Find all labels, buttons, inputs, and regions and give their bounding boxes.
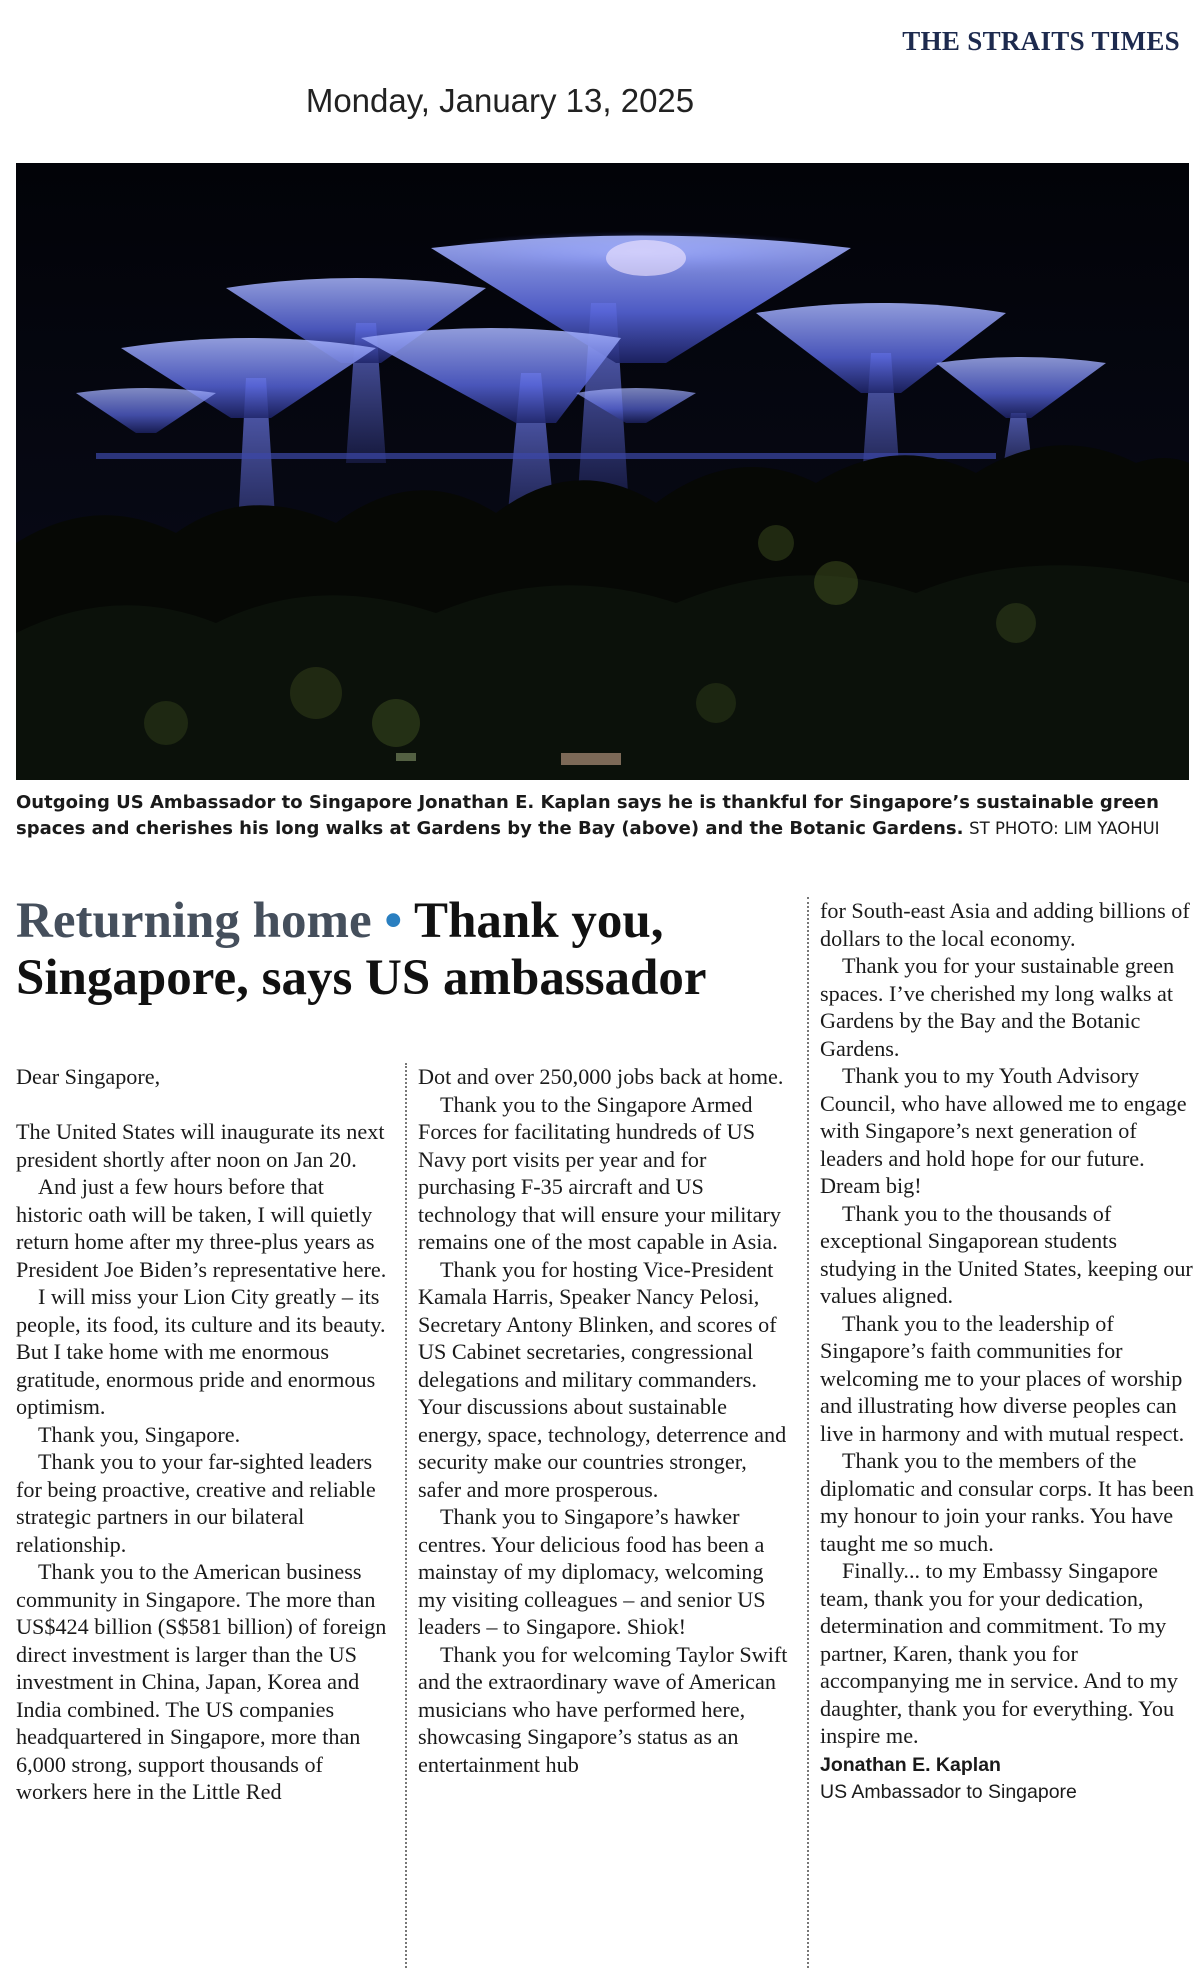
article-column-3 (820, 897, 1198, 1805)
masthead: THE STRAITS TIMES (902, 26, 1180, 56)
column-divider (405, 1063, 407, 1968)
signature-name: Jonathan E. Kaplan (820, 1753, 1001, 1776)
headline-separator: • (384, 893, 403, 949)
article-photo (16, 163, 1189, 780)
paragraph: I will miss your Lion City greatly – its people, its food, its culture and its beauty. But I take home with me enormous gratitude, enormous pride and enormous optimism. (16, 1284, 386, 1419)
signature-title: US Ambassador to Singapore (820, 1780, 1077, 1803)
photo-caption (16, 790, 1196, 841)
caption-text: Outgoing US Ambassador to Singapore Jonathan E. Kaplan says he is thankful for Singapore’s sustainable green spaces and cherishes his long walks at Gardens by the Bay (above) and the Botanic Gardens. (16, 792, 1159, 839)
paragraph: The United States will inaugurate its next president shortly after noon on Jan 20. (16, 1119, 385, 1172)
salutation: Dear Singapore, (16, 1064, 161, 1089)
paragraph: Thank you to the thousands of exceptional Singaporean students studying in the United States, keeping our values aligned. (820, 1200, 1193, 1308)
paragraph: Thank you for hosting Vice-President Kamala Harris, Speaker Nancy Pelosi, Secretary Antony Blinken, and scores of US Cabinet secretaries, congressional delegations and military commanders. Your discussions about sustainable energy, space, technology, deterrence and security make our countries stronger, safer and more prosperous. (418, 1256, 787, 1502)
paragraph: Thank you to my Youth Advisory Council, who have allowed me to engage with Singapore’s next generation of leaders and hold hope for our future. Dream big! (820, 1063, 1187, 1198)
paragraph: Thank you to the American business community in Singapore. The more than US$424 billion (S$581 billion) of foreign direct investment is larger than the US investment in China, Japan, Korea and India combined. The US companies headquartered in Singapore, more than 6,000 strong, support thousands of workers here in the Little Red (16, 1559, 387, 1804)
paragraph: for South-east Asia and adding billions of dollars to the local economy. (820, 898, 1190, 951)
article-column-1 (16, 1063, 392, 1806)
paragraph: And just a few hours before that historic oath will be taken, I will quietly return home after my three-plus years as President Joe Biden’s representative here. (16, 1174, 387, 1282)
paragraph: Dot and over 250,000 jobs back at home. (418, 1064, 784, 1089)
paragraph: Thank you to the leadership of Singapore’s faith communities for welcoming me to your places of worship and illustrating how diverse peoples can live in harmony and with mutual respect. (820, 1310, 1185, 1446)
paragraph: Thank you for welcoming Taylor Swift and the extraordinary wave of American musicians who have performed here, showcasing Singapore’s status as an entertainment hub (418, 1641, 788, 1777)
publication-date: Monday, January 13, 2025 (305, 82, 695, 119)
paragraph: Thank you for your sustainable green spaces. I’ve cherished my long walks at Gardens by the Bay and the Botanic Gardens. (820, 953, 1175, 1061)
headline-kicker: Returning home (16, 893, 372, 949)
paragraph: Thank you to the members of the diplomatic and consular corps. It has been my honour to join your ranks. You have taught me so much. (820, 1448, 1194, 1556)
paragraph: Thank you to your far-sighted leaders for being proactive, creative and reliable strategic partners in our bilateral relationship. (16, 1449, 376, 1557)
paragraph: Thank you, Singapore. (38, 1421, 241, 1447)
article-column-2 (418, 1063, 794, 1778)
photo-credit: ST PHOTO: LIM YAOHUI (969, 818, 1160, 838)
headline-title: Thank you, Singapore, says US ambassador (16, 893, 707, 1006)
paragraph: Thank you to the Singapore Armed Forces for facilitating hundreds of US Navy port visits per year and for purchasing F-35 aircraft and US technology that will ensure your military remains one of the most capable in Asia. (418, 1091, 781, 1254)
gardens-by-the-bay-image (16, 163, 1189, 780)
column-divider (807, 897, 809, 1968)
article-headline (16, 893, 806, 1007)
paragraph: Thank you to Singapore’s hawker centres. Your delicious food has been a mainstay of my diplomacy, welcoming my visiting colleagues – and senior US leaders – to Singapore. Shiok! (418, 1504, 766, 1639)
paragraph: Finally... to my Embassy Singapore team, thank you for your dedication, determination and commitment. To my partner, Karen, thank you for accompanying me in service. And to my daughter, thank you for everything. You inspire me. (820, 1558, 1178, 1748)
